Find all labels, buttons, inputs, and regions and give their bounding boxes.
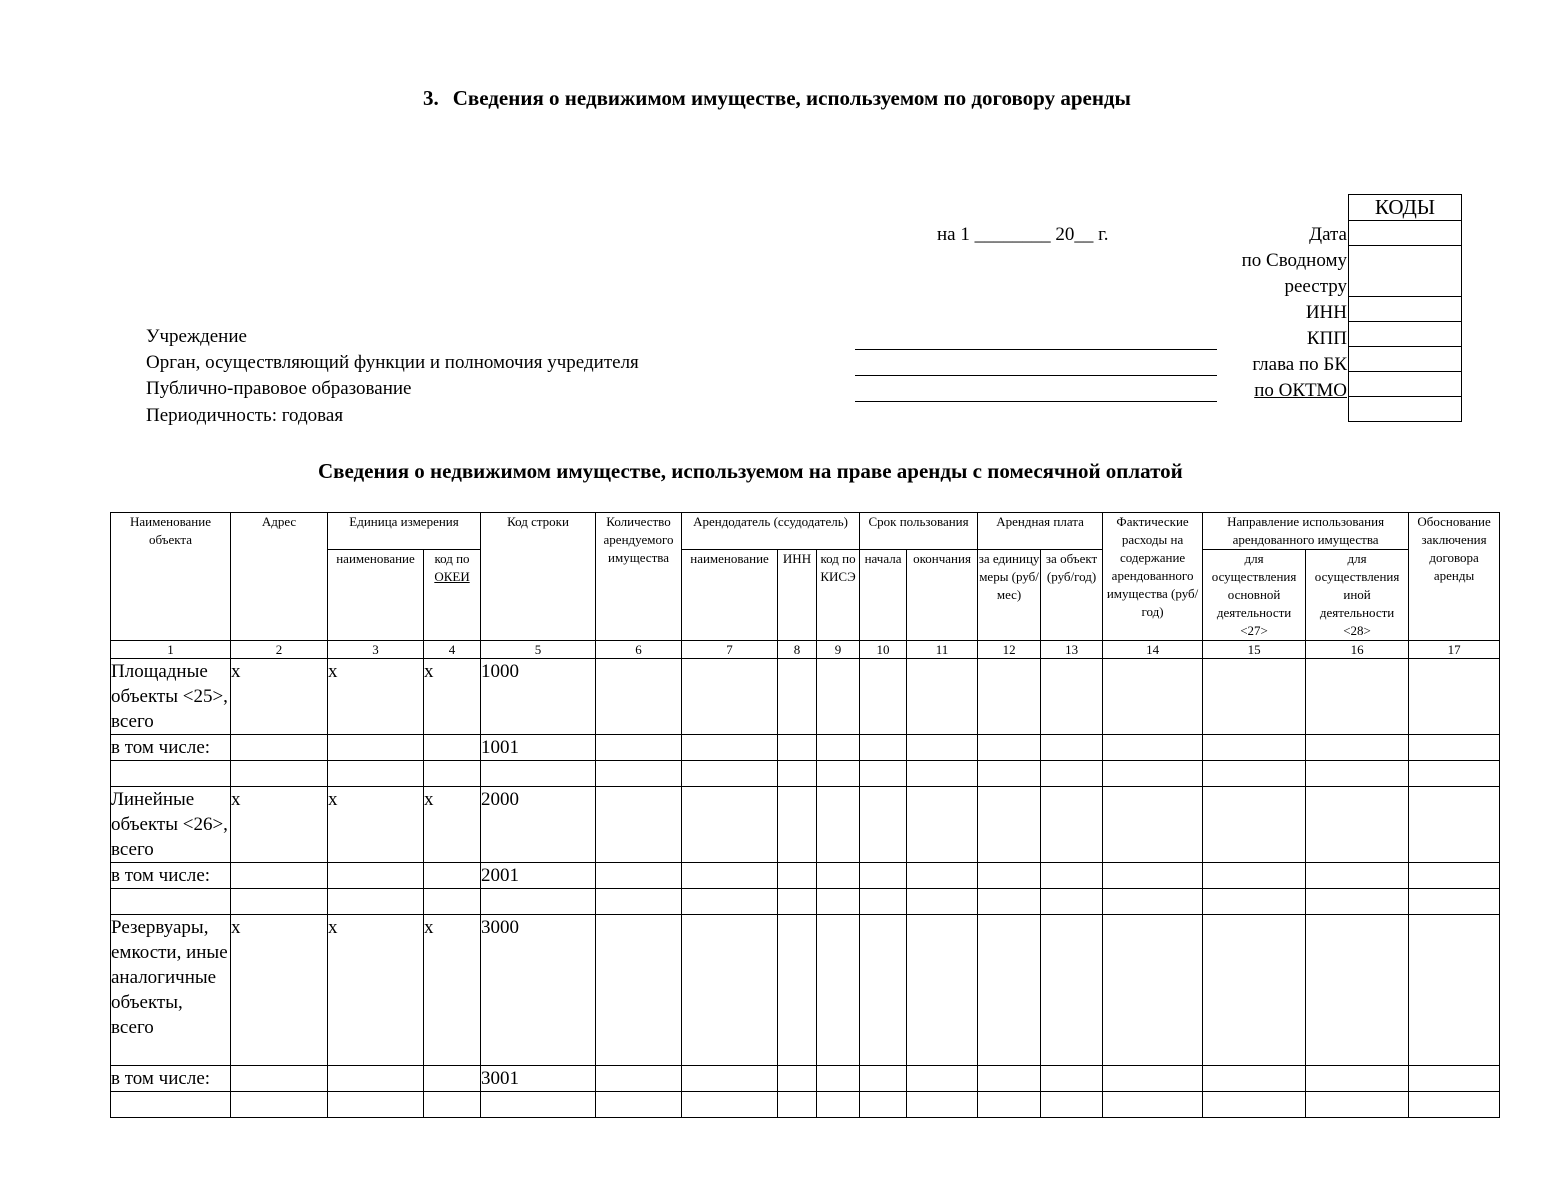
cell-unit_name: х <box>328 787 424 863</box>
col-num: 6 <box>596 641 682 659</box>
cell-name <box>111 1092 231 1118</box>
cell-col-14[interactable] <box>1103 1066 1203 1092</box>
header-direction: Направление использования арендованного имущества <box>1203 513 1409 550</box>
cell-col-8[interactable] <box>778 761 817 787</box>
header-expenses: Фактические расходы на содержание арендованного имущества (руб/год) <box>1103 513 1203 641</box>
cell-col-8[interactable] <box>778 1092 817 1118</box>
cell-col-17[interactable] <box>1409 889 1500 915</box>
cell-col-16[interactable] <box>1306 915 1409 1066</box>
label-institution: Учреждение <box>146 326 247 347</box>
cell-col-7[interactable] <box>682 1092 778 1118</box>
cell-name <box>111 761 231 787</box>
cell-col-13[interactable] <box>1041 659 1103 735</box>
col-num: 8 <box>778 641 817 659</box>
label-founder-body: Орган, осуществляющий функции и полномочия учредителя <box>146 352 639 373</box>
header-rent: Арендная плата <box>978 513 1103 550</box>
cell-col-14[interactable] <box>1103 915 1203 1066</box>
cell-col-10[interactable] <box>860 761 907 787</box>
cell-col-15[interactable] <box>1203 659 1306 735</box>
cell-col-14[interactable] <box>1103 787 1203 863</box>
label-registry-2: реестру <box>1284 276 1347 297</box>
cell-col-6[interactable] <box>596 1092 682 1118</box>
code-period-cell[interactable] <box>1349 397 1462 422</box>
cell-col-6[interactable] <box>596 915 682 1066</box>
cell-col-7[interactable] <box>682 915 778 1066</box>
cell-col-7[interactable] <box>682 863 778 889</box>
cell-col-17[interactable] <box>1409 915 1500 1066</box>
cell-unit_name <box>328 735 424 761</box>
cell-unit_code <box>424 889 481 915</box>
cell-col-11[interactable] <box>907 1092 978 1118</box>
col-num: 2 <box>231 641 328 659</box>
cell-col-11[interactable] <box>907 659 978 735</box>
label-kpp: КПП <box>1306 328 1347 349</box>
cell-col-7[interactable] <box>682 787 778 863</box>
cell-code: 2001 <box>481 863 596 889</box>
cell-col-12[interactable] <box>978 1092 1041 1118</box>
table-row <box>111 863 1500 889</box>
cell-col-13[interactable] <box>1041 915 1103 1066</box>
cell-unit_code <box>424 1092 481 1118</box>
cell-col-13[interactable] <box>1041 889 1103 915</box>
cell-col-17[interactable] <box>1409 863 1500 889</box>
code-kpp-cell[interactable] <box>1349 322 1462 347</box>
cell-col-15[interactable] <box>1203 915 1306 1066</box>
lease-table-body <box>111 659 1500 1118</box>
header-term-end: окончания <box>907 550 978 641</box>
cell-col-12[interactable] <box>978 889 1041 915</box>
cell-address <box>231 1066 328 1092</box>
cell-col-17[interactable] <box>1409 1066 1500 1092</box>
cell-address <box>231 863 328 889</box>
header-address: Адрес <box>231 513 328 641</box>
col-num: 3 <box>328 641 424 659</box>
cell-col-16[interactable] <box>1306 889 1409 915</box>
cell-col-13[interactable] <box>1041 863 1103 889</box>
cell-col-11[interactable] <box>907 787 978 863</box>
cell-unit_code <box>424 761 481 787</box>
cell-col-7[interactable] <box>682 761 778 787</box>
institution-line[interactable] <box>855 349 1217 350</box>
cell-col-11[interactable] <box>907 915 978 1066</box>
table-row <box>111 735 1500 761</box>
cell-unit_name: х <box>328 915 424 1066</box>
cell-col-11[interactable] <box>907 1066 978 1092</box>
cell-col-12[interactable] <box>978 1066 1041 1092</box>
cell-col-7[interactable] <box>682 889 778 915</box>
cell-col-7[interactable] <box>682 659 778 735</box>
cell-col-8[interactable] <box>778 915 817 1066</box>
lease-table <box>110 512 1500 1118</box>
cell-col-11[interactable] <box>907 863 978 889</box>
cell-code <box>481 1092 596 1118</box>
label-public-entity: Публично-правовое образование <box>146 378 412 399</box>
col-num: 9 <box>817 641 860 659</box>
col-num: 7 <box>682 641 778 659</box>
cell-col-9[interactable] <box>817 735 860 761</box>
cell-code <box>481 761 596 787</box>
cell-col-15[interactable] <box>1203 761 1306 787</box>
cell-col-9[interactable] <box>817 659 860 735</box>
label-date: Дата <box>1309 224 1347 245</box>
cell-address <box>231 735 328 761</box>
header-rent-unit: за единицу меры (руб/мес) <box>978 550 1041 641</box>
cell-col-16[interactable] <box>1306 787 1409 863</box>
cell-col-16[interactable] <box>1306 863 1409 889</box>
cell-col-6[interactable] <box>596 863 682 889</box>
cell-code: 1000 <box>481 659 596 735</box>
cell-col-15[interactable] <box>1203 889 1306 915</box>
header-lessor-inn: ИНН <box>778 550 817 641</box>
cell-address: х <box>231 659 328 735</box>
cell-col-17[interactable] <box>1409 787 1500 863</box>
header-term: Срок пользования <box>860 513 978 550</box>
cell-code <box>481 889 596 915</box>
label-oktmo: по ОКТМО <box>1254 380 1347 401</box>
codes-labels <box>1087 222 1347 404</box>
cell-address <box>231 1092 328 1118</box>
cell-col-9[interactable] <box>817 889 860 915</box>
table-row <box>111 659 1500 735</box>
cell-col-16[interactable] <box>1306 659 1409 735</box>
cell-col-13[interactable] <box>1041 761 1103 787</box>
table-row <box>111 787 1500 863</box>
cell-col-6[interactable] <box>596 735 682 761</box>
cell-code: 3001 <box>481 1066 596 1092</box>
header-lessor-kise: код по КИСЭ <box>817 550 860 641</box>
col-num: 4 <box>424 641 481 659</box>
cell-col-9[interactable] <box>817 915 860 1066</box>
cell-code: 3000 <box>481 915 596 1066</box>
cell-col-10[interactable] <box>860 735 907 761</box>
cell-address: х <box>231 787 328 863</box>
cell-col-14[interactable] <box>1103 889 1203 915</box>
cell-col-11[interactable] <box>907 735 978 761</box>
cell-col-6[interactable] <box>596 889 682 915</box>
col-num: 15 <box>1203 641 1306 659</box>
cell-col-9[interactable] <box>817 1066 860 1092</box>
header-term-start: начала <box>860 550 907 641</box>
cell-col-16[interactable] <box>1306 761 1409 787</box>
col-num: 12 <box>978 641 1041 659</box>
cell-col-10[interactable] <box>860 1092 907 1118</box>
table-row <box>111 761 1500 787</box>
label-registry-1: по Сводному <box>1241 250 1347 271</box>
table-title: Сведения о недвижимом имуществе, используемом на праве аренды с помесячной оплатой <box>318 459 1183 483</box>
cell-unit_code <box>424 863 481 889</box>
cell-unit_code <box>424 735 481 761</box>
cell-col-10[interactable] <box>860 915 907 1066</box>
cell-col-12[interactable] <box>978 659 1041 735</box>
cell-col-9[interactable] <box>817 863 860 889</box>
table-row <box>111 915 1500 1066</box>
cell-address: х <box>231 915 328 1066</box>
cell-col-12[interactable] <box>978 915 1041 1066</box>
header-lessor-name: наименование <box>682 550 778 641</box>
cell-col-14[interactable] <box>1103 735 1203 761</box>
section-title-text: Сведения о недвижимом имуществе, используемом по договору аренды <box>452 86 1131 110</box>
cell-col-13[interactable] <box>1041 787 1103 863</box>
cell-code: 2000 <box>481 787 596 863</box>
col-num: 10 <box>860 641 907 659</box>
header-name: Наименование объекта <box>111 513 231 641</box>
cell-col-12[interactable] <box>978 787 1041 863</box>
cell-col-14[interactable] <box>1103 863 1203 889</box>
cell-col-15[interactable] <box>1203 735 1306 761</box>
cell-col-8[interactable] <box>778 863 817 889</box>
header-rent-obj: за объект (руб/год) <box>1041 550 1103 641</box>
cell-unit_name <box>328 1092 424 1118</box>
col-num: 1 <box>111 641 231 659</box>
cell-col-7[interactable] <box>682 1066 778 1092</box>
cell-unit_name <box>328 1066 424 1092</box>
cell-code: 1001 <box>481 735 596 761</box>
header-unit: Единица измерения <box>328 513 481 550</box>
cell-col-10[interactable] <box>860 889 907 915</box>
codes-header: КОДЫ <box>1349 195 1462 221</box>
cell-col-8[interactable] <box>778 1066 817 1092</box>
cell-col-8[interactable] <box>778 889 817 915</box>
cell-col-10[interactable] <box>860 863 907 889</box>
cell-col-6[interactable] <box>596 787 682 863</box>
report-date-line: на 1 ________ 20__ г. <box>937 224 1109 245</box>
cell-col-13[interactable] <box>1041 1092 1103 1118</box>
table-row <box>111 1092 1500 1118</box>
cell-col-9[interactable] <box>817 761 860 787</box>
cell-col-17[interactable] <box>1409 761 1500 787</box>
cell-name: Площадные объекты <25>, всего <box>111 659 231 735</box>
column-numbers-row <box>111 641 1500 659</box>
cell-col-16[interactable] <box>1306 735 1409 761</box>
cell-address <box>231 889 328 915</box>
cell-col-9[interactable] <box>817 787 860 863</box>
cell-col-12[interactable] <box>978 735 1041 761</box>
cell-col-12[interactable] <box>978 761 1041 787</box>
codes-table <box>1348 194 1462 422</box>
col-num: 14 <box>1103 641 1203 659</box>
code-date-cell[interactable] <box>1349 221 1462 246</box>
code-oktmo-cell[interactable] <box>1349 372 1462 397</box>
header-qty: Количество арендуемого имущества <box>596 513 682 641</box>
cell-name: в том числе: <box>111 1066 231 1092</box>
cell-col-13[interactable] <box>1041 735 1103 761</box>
cell-unit_code: х <box>424 787 481 863</box>
cell-col-10[interactable] <box>860 1066 907 1092</box>
cell-col-17[interactable] <box>1409 659 1500 735</box>
cell-col-14[interactable] <box>1103 761 1203 787</box>
cell-name: Резервуары, емкости, иные аналогичные объекты, всего <box>111 915 231 1066</box>
col-num: 13 <box>1041 641 1103 659</box>
cell-col-8[interactable] <box>778 659 817 735</box>
cell-col-15[interactable] <box>1203 1066 1306 1092</box>
header-unit-code <box>424 550 481 641</box>
cell-name: Линейные объекты <26>, всего <box>111 787 231 863</box>
cell-col-14[interactable] <box>1103 659 1203 735</box>
label-inn: ИНН <box>1305 302 1347 323</box>
col-num: 5 <box>481 641 596 659</box>
label-bk: глава по БК <box>1252 354 1347 375</box>
cell-col-15[interactable] <box>1203 863 1306 889</box>
label-periodicity: Периодичность: годовая <box>146 405 344 426</box>
cell-col-7[interactable] <box>682 735 778 761</box>
cell-col-10[interactable] <box>860 787 907 863</box>
cell-unit_code: х <box>424 659 481 735</box>
header-unit-code-okei: ОКЕИ <box>434 569 470 584</box>
cell-col-11[interactable] <box>907 761 978 787</box>
table-row <box>111 1066 1500 1092</box>
cell-unit_name <box>328 761 424 787</box>
cell-col-15[interactable] <box>1203 1092 1306 1118</box>
cell-col-8[interactable] <box>778 787 817 863</box>
code-bk-cell[interactable] <box>1349 347 1462 372</box>
section-title <box>423 86 1131 111</box>
cell-unit_code <box>424 1066 481 1092</box>
cell-col-9[interactable] <box>817 1092 860 1118</box>
col-num: 11 <box>907 641 978 659</box>
cell-col-6[interactable] <box>596 1066 682 1092</box>
header-basis: Обоснование заключения договора аренды <box>1409 513 1500 641</box>
cell-col-6[interactable] <box>596 659 682 735</box>
header-dir-main: для осуществления основной деятельности <27> <box>1203 550 1306 641</box>
cell-col-6[interactable] <box>596 761 682 787</box>
code-registry-cell[interactable] <box>1349 246 1462 297</box>
cell-name <box>111 889 231 915</box>
section-number: 3. <box>423 86 439 110</box>
header-unit-name: наименование <box>328 550 424 641</box>
founder-body-line[interactable] <box>855 375 1217 376</box>
cell-name: в том числе: <box>111 735 231 761</box>
cell-col-10[interactable] <box>860 659 907 735</box>
header-row-code: Код строки <box>481 513 596 641</box>
cell-col-16[interactable] <box>1306 1066 1409 1092</box>
cell-col-12[interactable] <box>978 863 1041 889</box>
col-num: 16 <box>1306 641 1409 659</box>
cell-col-17[interactable] <box>1409 735 1500 761</box>
cell-unit_code: х <box>424 915 481 1066</box>
header-lessor: Арендодатель (ссудодатель) <box>682 513 860 550</box>
cell-col-15[interactable] <box>1203 787 1306 863</box>
cell-unit_name <box>328 863 424 889</box>
public-entity-line[interactable] <box>855 401 1217 402</box>
header-dir-other: для осуществления иной деятельности <28> <box>1306 550 1409 641</box>
cell-col-8[interactable] <box>778 735 817 761</box>
col-num: 17 <box>1409 641 1500 659</box>
cell-address <box>231 761 328 787</box>
cell-name: в том числе: <box>111 863 231 889</box>
cell-col-17[interactable] <box>1409 1092 1500 1118</box>
cell-unit_name <box>328 889 424 915</box>
code-inn-cell[interactable] <box>1349 297 1462 322</box>
cell-col-16[interactable] <box>1306 1092 1409 1118</box>
cell-col-14[interactable] <box>1103 1092 1203 1118</box>
cell-col-11[interactable] <box>907 889 978 915</box>
header-unit-code-text: код по <box>434 551 470 566</box>
cell-col-13[interactable] <box>1041 1066 1103 1092</box>
cell-unit_name: х <box>328 659 424 735</box>
table-row <box>111 889 1500 915</box>
